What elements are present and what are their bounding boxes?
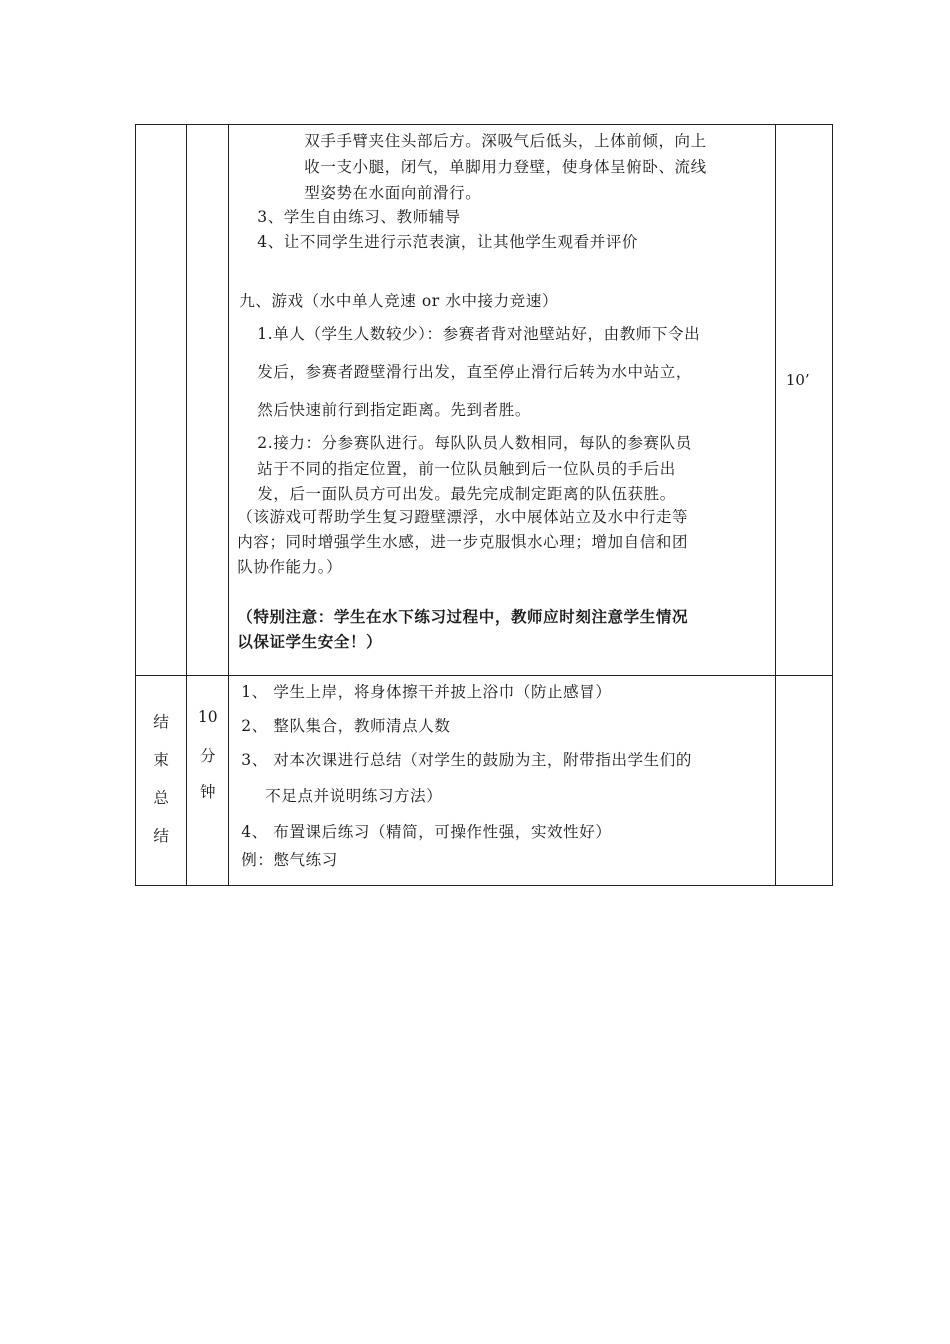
text-line: 双手手臂夹住头部后方。深吸气后低头，上体前倾，向上 — [304, 132, 707, 150]
label-char: 结 — [153, 827, 169, 845]
text-line: 内容；同时增强学生水感，进一步克服惧水心理；增加自信和团 — [237, 533, 689, 551]
end-row — [136, 676, 833, 886]
duration-char: 分 — [199, 747, 216, 765]
section-label-cell — [136, 125, 187, 676]
text-line: 收一支小腿，闭气，单脚用力登壁，使身体呈俯卧、流线 — [304, 158, 707, 176]
safety-note: 以保证学生安全！） — [237, 632, 383, 651]
text-line: 2.接力：分参赛队进行。每队队员人数相同，每队的参赛队员 — [257, 434, 692, 452]
text-line: 2、 整队集合，教师清点人数 — [241, 717, 451, 735]
text-line: 站于不同的指定位置，前一位队员触到后一位队员的手后出 — [257, 460, 676, 478]
duration-char: 10 — [197, 708, 218, 726]
end-content-cell — [229, 676, 776, 886]
text-line: 型姿势在水面向前滑行。 — [304, 184, 482, 202]
text-line: 4、让不同学生进行示范表演，让其他学生观看并评价 — [257, 233, 639, 251]
end-time-cell — [775, 676, 832, 886]
content-cell — [229, 125, 776, 676]
text-line: 3、 对本次课进行总结（对学生的鼓励为主，附带指出学生们的 — [241, 751, 692, 769]
text-line: 1.单人（学生人数较少）：参赛者背对池壁站好，由教师下令出 — [257, 325, 701, 343]
text-line: 3、学生自由练习、教师辅导 — [257, 208, 461, 226]
label-char: 结 — [153, 713, 169, 731]
label-char: 束 — [153, 751, 169, 769]
text-line: 4、 布置课后练习（精简，可操作性强，实效性好） — [241, 823, 612, 841]
end-label-cell — [136, 676, 187, 886]
time-value: 10’ — [785, 371, 810, 389]
text-line: 不足点并说明练习方法） — [265, 787, 443, 805]
text-line: 然后快速前行到指定距离。先到者胜。 — [257, 401, 531, 419]
text-line: 例：憋气练习 — [241, 851, 338, 869]
text-line: （该游戏可帮助学生复习蹬壁漂浮，水中展体站立及水中行走等 — [237, 508, 689, 526]
safety-note: （特别注意：学生在水下练习过程中，教师应时刻注意学生情况 — [237, 607, 689, 626]
text-line: 1、 学生上岸，将身体擦干并披上浴巾（防止感冒） — [241, 683, 612, 701]
label-char: 总 — [153, 789, 169, 807]
text-line: 发，后一面队员方可出发。最先完成制定距离的队伍获胜。 — [257, 485, 676, 503]
main-row — [136, 125, 833, 676]
duration-char: 钟 — [199, 783, 216, 801]
time-cell — [775, 125, 832, 676]
text-line: 队协作能力。） — [237, 558, 343, 576]
game-heading: 九、游戏（水中单人竞速 or 水中接力竞速） — [239, 292, 559, 310]
lesson-plan-table — [135, 124, 833, 886]
duration-cell — [187, 125, 229, 676]
text-line: 发后，参赛者蹬壁滑行出发，直至停止滑行后转为水中站立， — [257, 363, 692, 381]
end-duration-cell — [187, 676, 229, 886]
